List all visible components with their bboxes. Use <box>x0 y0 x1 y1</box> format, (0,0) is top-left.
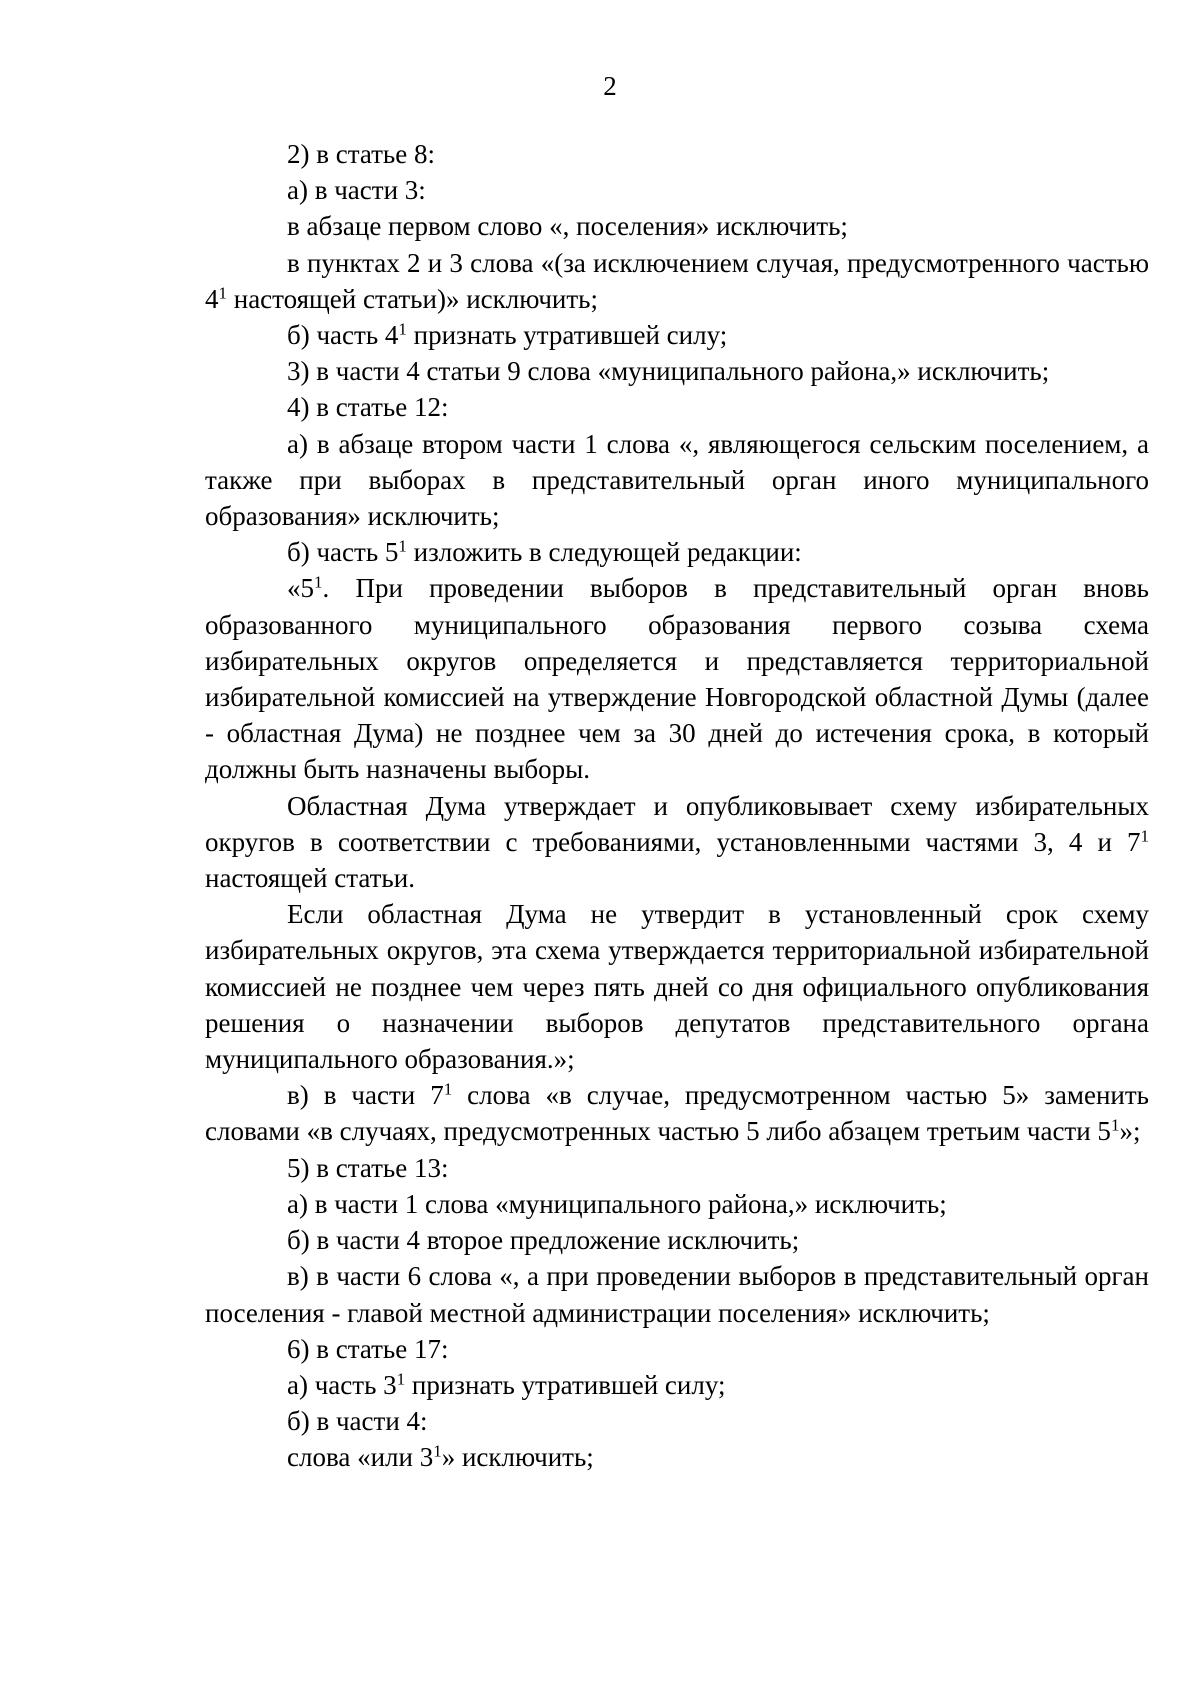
paragraph: а) часть $3^1$ признать утратившей силу; <box>287 1369 726 1400</box>
paragraph: 4) в статье 12: <box>287 392 449 423</box>
paragraph: в) в части 6 слова «, а при проведении выборов в представительный орган поселения - главой местной администрации поселения» исключить; <box>205 1261 1149 1328</box>
page-number: 2 <box>603 71 617 101</box>
superscript: 1 <box>1140 826 1149 846</box>
superscript: 1 <box>443 1079 453 1099</box>
paragraph: Областная Дума утверждает и опубликовывает схему избирательных округов в соответствии с требованиями, установленными частями 3, 4 и $7^1$ настоящей статьи. <box>205 790 1149 894</box>
superscript: 1 <box>433 1441 442 1461</box>
paragraph: б) часть $5^1$ изложить в следующей редакции: <box>287 536 802 568</box>
superscript: 1 <box>1110 1116 1120 1136</box>
document-body <box>205 136 1149 1476</box>
paragraph: б) часть $4^1$ признать утратившей силу; <box>287 319 728 351</box>
paragraph: 5) в статье 13: <box>287 1152 449 1183</box>
paragraph: слова «или $3^1$» исключить; <box>287 1441 594 1473</box>
paragraph: в абзаце первом слово «, поселения» исключить; <box>287 211 848 242</box>
superscript: 1 <box>398 319 407 339</box>
superscript: 1 <box>218 283 227 303</box>
paragraph: в) в части $7^1$ слова «в случае, предусмотренном частью 5» заменить словами «в случаях, предусмотренных частью 5 либо абзацем третьим части $5^1$»; <box>205 1079 1149 1147</box>
paragraph: «$5^1$. При проведении выборов в представительный орган вновь образованного муниципального образования первого созыва схема избирательных округов определяется и представляется территориальной избирательной комиссией на утверждение Новгородской областной Думы (далее - областная Дума) не позднее чем за 30 дней до истечения срока, в который должны быть назначены выборы. <box>205 573 1149 785</box>
superscript: 1 <box>398 536 407 556</box>
paragraph: в пунктах 2 и 3 слова «(за исключением случая, предусмотренного частью $4^1$ настоящей статьи)» исключить; <box>205 247 1149 314</box>
paragraph: 2) в статье 8: <box>287 139 435 169</box>
paragraph: 3) в части 4 статьи 9 слова «муниципального района,» исключить; <box>287 356 1050 387</box>
paragraph: а) в части 1 слова «муниципального района,» исключить; <box>287 1188 947 1219</box>
paragraph: 6) в статье 17: <box>287 1333 449 1364</box>
paragraph: Если областная Дума не утвердит в установленный срок схему избирательных округов, эта схема утверждается территориальной избирательной комиссией не позднее чем через пять дней со дня официального опубликования решения о назначении выборов депутатов представительного органа муниципального образования.»; <box>205 899 1149 1075</box>
superscript: 1 <box>396 1369 406 1389</box>
paragraph: а) в абзаце втором части 1 слова «, являющегося сельским поселением, а также при выборах в представительный орган иного муниципального образования» исключить; <box>205 428 1149 532</box>
paragraph: б) в части 4 второе предложение исключить; <box>287 1225 800 1256</box>
paragraph: а) в части 3: <box>287 175 426 206</box>
paragraph: б) в части 4: <box>287 1406 428 1437</box>
superscript: 1 <box>314 573 323 593</box>
